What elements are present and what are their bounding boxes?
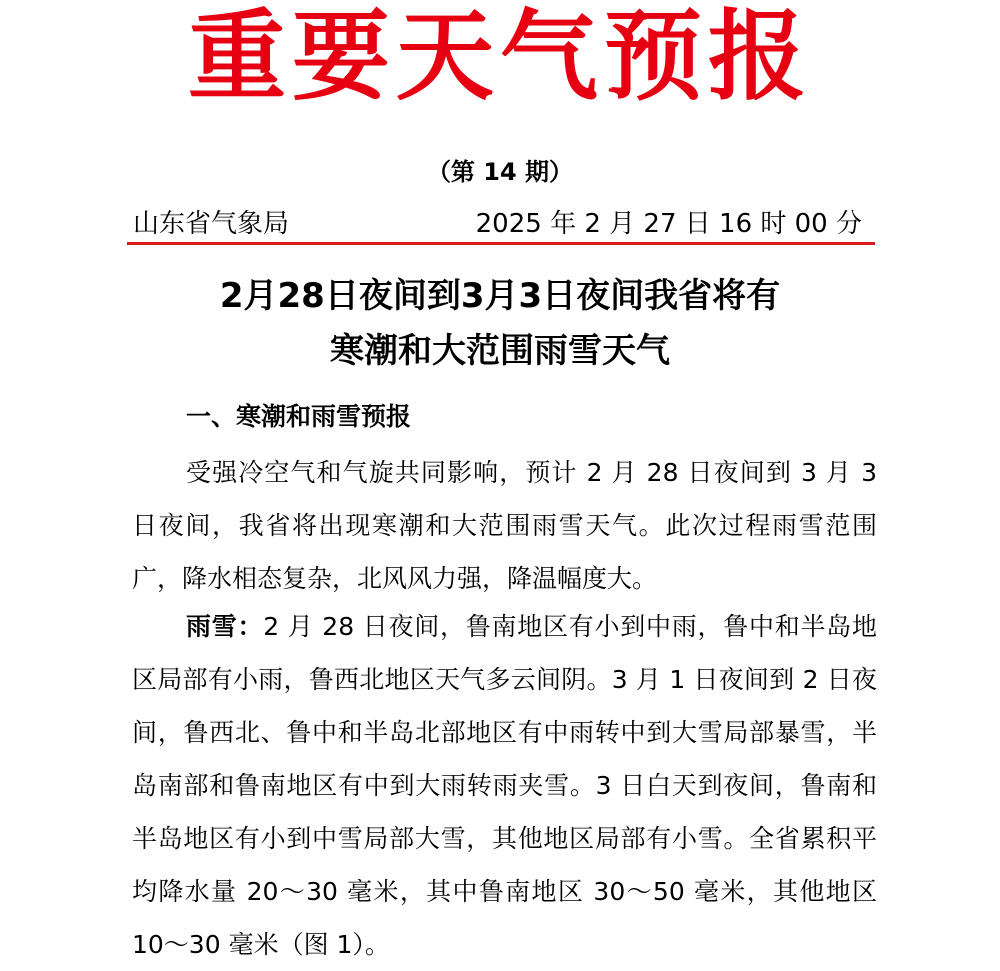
article-title-line-2: 寒潮和大范围雨雪天气 xyxy=(330,331,670,371)
issuer-name: 山东省气象局 xyxy=(133,209,290,239)
header-divider xyxy=(127,242,875,245)
paragraph-body: 2 月 28 日夜间，鲁南地区有小到中雨，鲁中和半岛地区局部有小雨，鲁西北地区天气多云间阴。3 月 1 日夜间到 2 日夜间，鲁西北、鲁中和半岛北部地区有中雨转中到大雪局部暴雪，半岛南部和鲁南地区有中到大雨转雨夹雪。3 日白天到夜间，鲁南和半岛地区有小到中雪局部大雪，其他地区局部有小雪。全省累积平均降水量 20～30 毫米，其中鲁南地区 30～50 毫米，其他地区 10～30 毫米（图 1）。 xyxy=(132,612,877,959)
issue-date: 2025 年 2 月 27 日 16 时 00 分 xyxy=(475,209,862,239)
section-heading: 一、寒潮和雨雪预报 xyxy=(186,402,412,431)
paragraph-label: 雨雪： xyxy=(186,612,264,641)
masthead-title: 重要天气预报 xyxy=(187,0,812,114)
paragraph-rain-snow xyxy=(132,600,877,971)
issue-number: （第 14 期） xyxy=(426,158,574,186)
paragraph-overview: 受强冷空气和气旋共同影响，预计 2 月 28 日夜间到 3 月 3 日夜间，我省将出现寒潮和大范围雨雪天气。此次过程雨雪范围广，降水相态复杂，北风风力强，降温幅度大。 xyxy=(132,458,877,593)
article-title-line-1: 2月28日夜间到3月3日夜间我省将有 xyxy=(219,276,781,316)
